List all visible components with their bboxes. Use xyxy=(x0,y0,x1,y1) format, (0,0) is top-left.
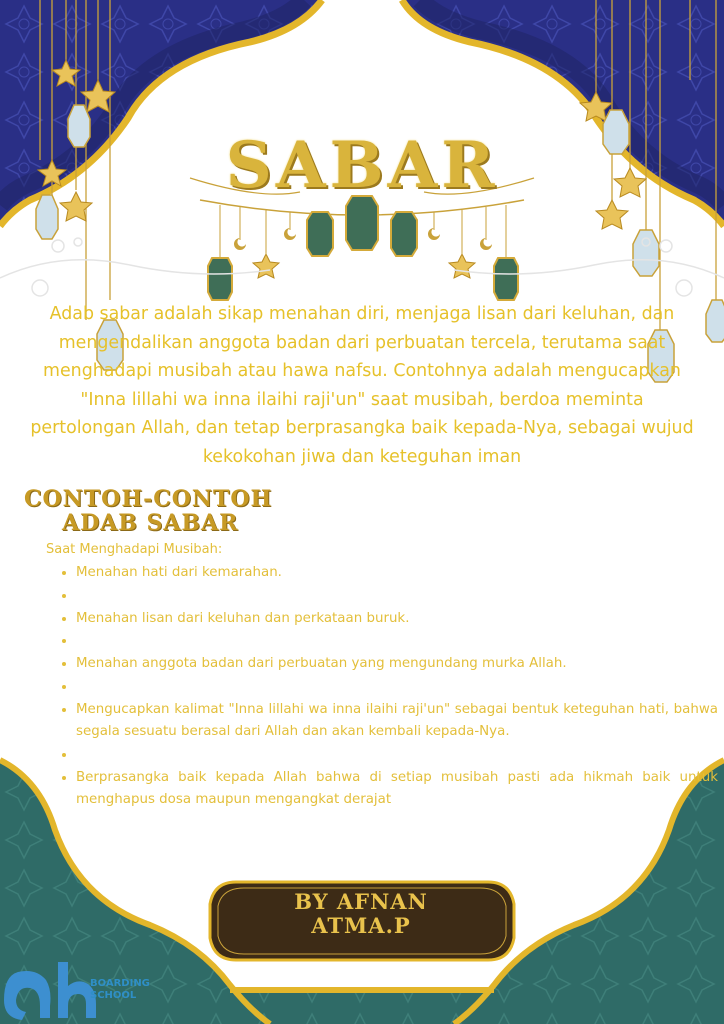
lantern-icon xyxy=(307,212,333,256)
list-item: • Menahan lisan dari keluhan dan perkataan buruk. xyxy=(76,608,718,631)
intro-paragraph: Adab sabar adalah sikap menahan diri, menjaga lisan dari keluhan, dan mengendalikan anggota badan dari perbuatan tercela, terutama saat menghadapi musibah atau hawa nafsu. Contohnya adalah mengucapkan "Inna lillahi wa inna ilaihi raji'un" saat musibah, berdoa meminta pertolongan Allah, dan tetap berprasangka baik kepada-Nya, sebagai wujud kekokohan jiwa dan keteguhan iman xyxy=(30,304,694,467)
lantern-icon xyxy=(391,212,417,256)
author-line1: BY AFNAN xyxy=(294,889,428,914)
author-badge xyxy=(212,890,510,938)
lantern-icon xyxy=(208,258,232,300)
lantern-icon xyxy=(346,196,378,250)
logo-line1: BOARDING xyxy=(90,978,150,989)
page-title: SABAR xyxy=(225,128,499,203)
list-item xyxy=(76,630,718,653)
school-logo-text xyxy=(90,978,150,1002)
list-item: • Mengucapkan kalimat "Inna lillahi wa inna ilaihi raji'un" sebagai bentuk keteguhan hati, bahwa segala sesuatu berasal dari Allah dan akan kembali kepada-Nya. xyxy=(76,699,718,744)
logo-line2: SCHOOL xyxy=(90,990,137,1001)
lantern-icon xyxy=(494,258,518,300)
author-line2: ATMA.P xyxy=(311,913,411,938)
sabar-examples-list xyxy=(58,562,718,812)
subheading: Saat Menghadapi Musibah: xyxy=(46,542,223,557)
section-title-line2: ADAB SABAR xyxy=(62,510,239,536)
list-item: • Menahan anggota badan dari perbuatan yang mengundang murka Allah. xyxy=(76,653,718,676)
list-item: • Menahan hati dari kemarahan. xyxy=(76,562,718,585)
section-title-line1: CONTOH-CONTOH xyxy=(24,486,273,512)
list-item xyxy=(76,585,718,608)
list-item: • Berprasangka baik kepada Allah bahwa di setiap musibah pasti ada hikmah baik untuk menghapus dosa maupun mengangkat derajat xyxy=(76,767,718,812)
list-item xyxy=(76,676,718,699)
list-item xyxy=(76,744,718,767)
